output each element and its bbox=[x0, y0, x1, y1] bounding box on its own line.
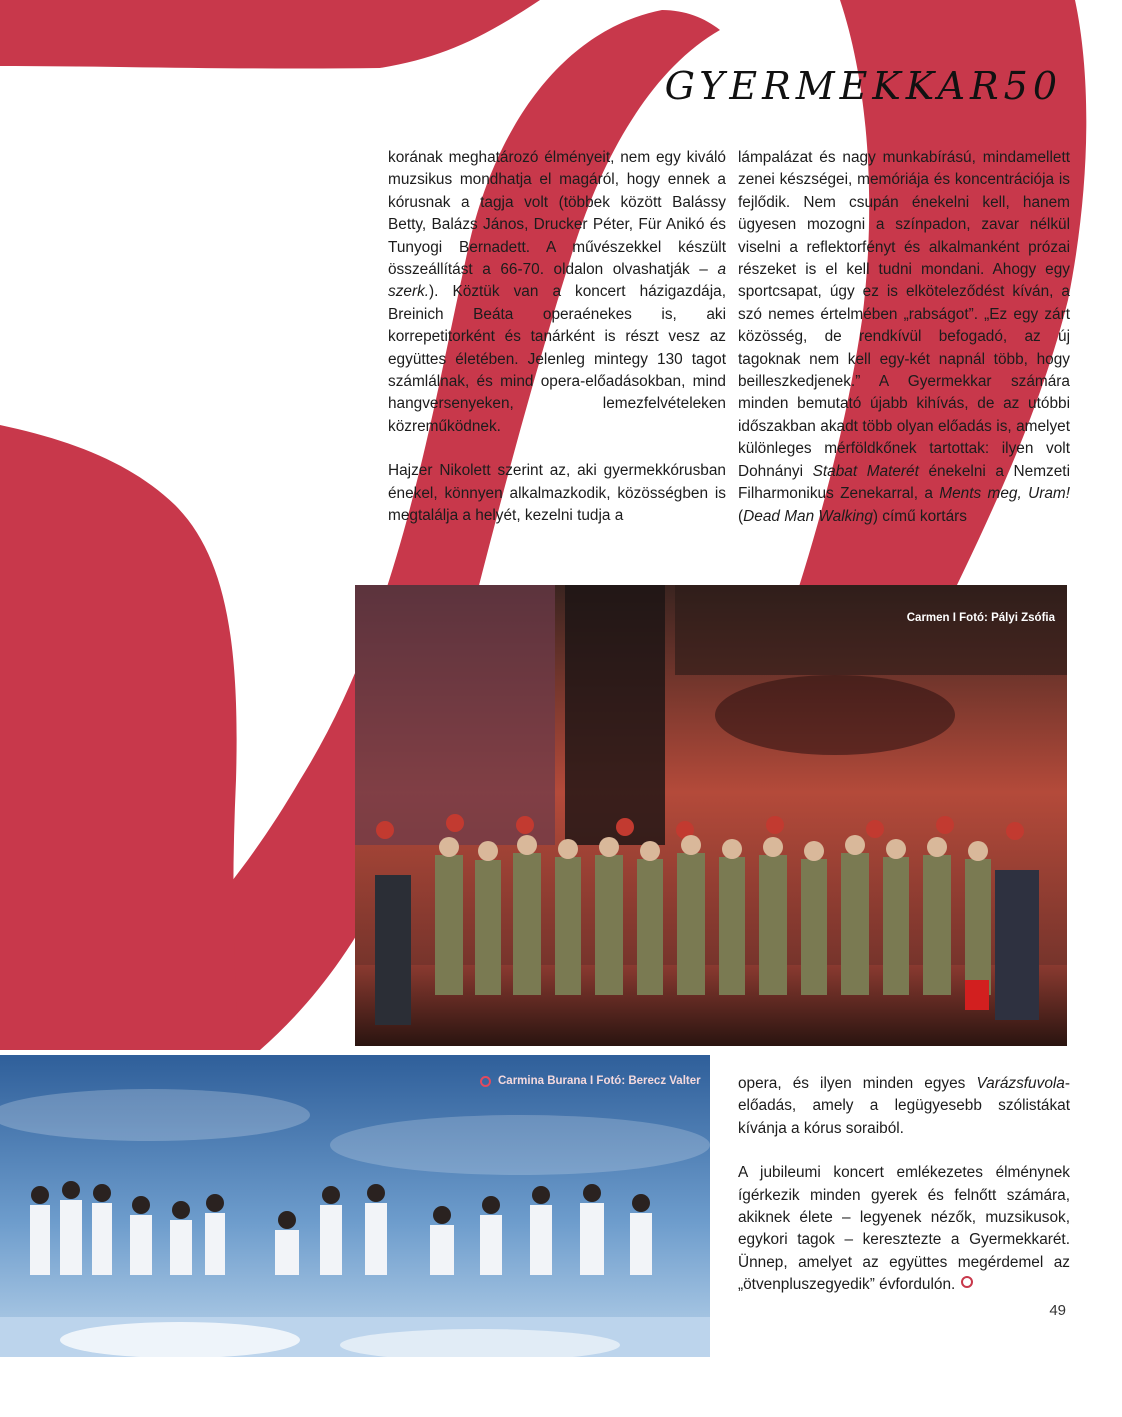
carmen-photo bbox=[355, 585, 1067, 1046]
carmina-burana-photo-caption: Carmina Burana I Fotó: Berecz Valter bbox=[480, 1075, 701, 1087]
paragraph: Hajzer Nikolett szerint az, aki gyermekkórusban énekel, könnyen alkalmazkodik, közösségben is megtalálja a helyét, kezelni tudja a bbox=[388, 462, 726, 525]
page-heading: GYERMEKKAR50 bbox=[664, 64, 1062, 108]
carmen-photo-caption: Carmen I Fotó: Pályi Zsófia bbox=[906, 612, 1055, 624]
ribbon-left bbox=[0, 425, 240, 1050]
paragraph: lámpalázat és nagy munkabírású, mindamellett zenei készségei, memóriája és koncentrációja is fejlődik. Nem csupán énekelni kell, hanem ügyesen mozogni a színpadon, zavar nélkül viselni a reflektorfényt és alkalmanként prózai részeket is el kell tudni mondani. Ahogy egy sportcsapat, úgy ez is elköteleződést kíván, a szó nemes értelmében „rabságot”. „Ez egy zárt közösség, de rendkívül befogadó, az új tagoknak nem kell egy-két napnál több, hogy beilleszkedjenek.” A Gyermekkar számára minden bemutató újabb kihívás, de az utóbbi időszakban akadt több olyan előadás is, amelyet különleges mérföldkőnek tartottak: ilyen volt Dohnányi Stabat Materét énekelni a Nemzeti Filharmonikus Zenekarral, a Ments meg, Uram! (Dead Man Walking) című kortárs bbox=[738, 149, 1070, 525]
article-column-2 bbox=[738, 147, 1070, 528]
ribbon-top-left bbox=[0, 0, 540, 69]
paragraph: korának meghatározó élményeit, nem egy kiváló muzsikus mondhatja el magáról, hogy ennek a kórusnak a tagja volt (többek között Balássy Betty, Balázs János, Drucker Péter, Für Anikó és Tunyogi Bernadett. A művészekkel készült összeállítást a 66-70. oldalon olvashatják – a szerk.). Köztük van a koncert házigazdája, Breinich Beáta operaénekes is, aki korrepetitorként és tanárként is részt vesz az együttes életében. Jelenleg mintegy 130 tagot számlálnak, és mind opera-előadásokban, mind hangversenyeken, lemezfelvételeken közreműködnek. bbox=[388, 149, 726, 435]
article-column-3 bbox=[738, 1073, 1070, 1297]
paragraph: opera, és ilyen minden egyes Varázsfuvola-előadás, amely a legügyesebb szólistákat kívánja a kórus soraiból. bbox=[738, 1075, 1070, 1137]
end-of-article-icon bbox=[961, 1276, 973, 1288]
carmina-burana-photo bbox=[0, 1055, 710, 1357]
caption-ring-icon bbox=[480, 1076, 491, 1087]
paragraph: A jubileumi koncert emlékezetes élménynek ígérkezik minden gyerek és felnőtt számára, akiknek élete – legyenek nézők, muzsikusok, egykori tagok – keresztezte a Gyermekkarét. Ünnep, amelyet az együttes megérdemel az „ötvenpluszegyedik” évfordulón. bbox=[738, 1164, 1070, 1294]
page-number: 49 bbox=[1049, 1302, 1066, 1319]
article-column-1 bbox=[388, 147, 726, 528]
